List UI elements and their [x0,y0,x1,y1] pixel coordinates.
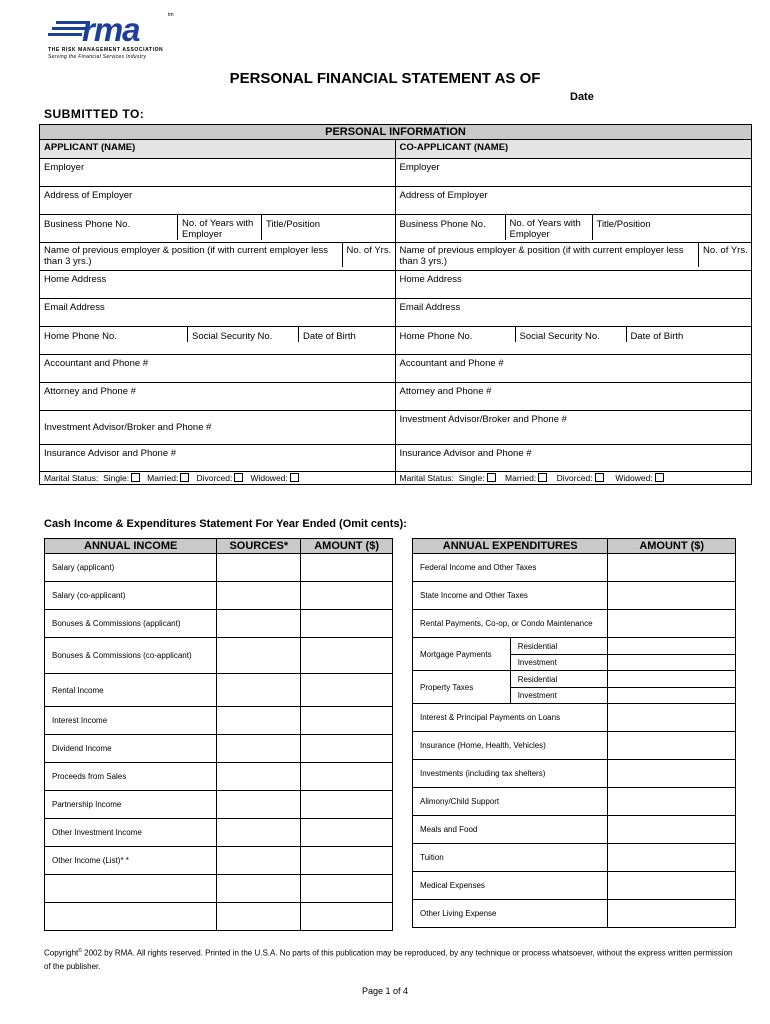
applicant-previous-years-field[interactable]: No. of Yrs. [346,245,392,256]
widowed-label: Widowed: [615,473,653,483]
applicant-dob-field[interactable]: Date of Birth [303,331,356,342]
loan-payments-label: Interest & Principal Payments on Loans [413,704,608,732]
income-row-label: Salary (applicant) [45,554,217,582]
coapplicant-employer-address-field[interactable]: Address of Employer [395,187,752,215]
applicant-investment-advisor-field[interactable]: Investment Advisor/Broker and Phone # [40,411,396,445]
annual-expenditures-table [412,538,736,928]
insurance-label: Insurance (Home, Health, Vehicles) [413,732,608,760]
alimony-amount-field[interactable] [608,788,736,816]
applicant-insurance-advisor-field[interactable]: Insurance Advisor and Phone # [40,445,396,472]
annual-income-header: ANNUAL INCOME [45,539,217,554]
income-source-field[interactable] [217,819,301,847]
applicant-email-field[interactable]: Email Address [40,299,396,327]
income-amount-field[interactable] [301,582,393,610]
coapplicant-home-address-field[interactable]: Home Address [395,271,752,299]
income-row-label: Dividend Income [45,735,217,763]
property-taxes-label: Property Taxes [413,671,511,704]
applicant-marital-status [40,472,396,485]
applicant-single-checkbox[interactable] [131,473,140,482]
property-residential-label: Residential [510,671,608,688]
income-source-field[interactable] [217,674,301,707]
income-source-field[interactable] [217,610,301,638]
income-row-label: Other Income (List)* * [45,847,217,875]
rental-payments-amount-field[interactable] [608,610,736,638]
investments-amount-field[interactable] [608,760,736,788]
alimony-label: Alimony/Child Support [413,788,608,816]
income-amount-header: AMOUNT ($) [301,539,393,554]
income-source-field[interactable] [217,735,301,763]
coapplicant-dob-field[interactable]: Date of Birth [630,331,684,342]
date-label: Date [570,91,594,103]
federal-taxes-label: Federal Income and Other Taxes [413,554,608,582]
coapplicant-investment-advisor-field[interactable]: Investment Advisor/Broker and Phone # [395,411,752,445]
copyright-word: Copyright [44,948,79,958]
income-amount-field[interactable] [301,707,393,735]
cash-statement-heading: Cash Income & Expenditures Statement For Year Ended (Omit cents): [44,518,407,530]
income-source-field[interactable] [217,638,301,674]
personal-information-heading: PERSONAL INFORMATION [40,125,752,140]
copyright-text: 2002 by RMA. All rights reserved. Printed in the U.S.A. No parts of this publication may be reproduced, by any technique or process whatsoever, without the express written permission of the publisher. [44,948,733,971]
applicant-title-position-field[interactable]: Title/Position [266,219,321,230]
applicant-attorney-field[interactable]: Attorney and Phone # [40,383,396,411]
income-amount-field[interactable] [301,735,393,763]
logo-subline: Serving the Financial Services Industry [48,54,147,60]
sources-header: SOURCES* [217,539,301,554]
expenditure-amount-header: AMOUNT ($) [608,539,736,554]
income-source-field[interactable] [217,847,301,875]
logo-wordmark: rma [82,11,140,48]
federal-taxes-amount-field[interactable] [608,554,736,582]
mortgage-payments-label: Mortgage Payments [413,638,511,671]
medical-amount-field[interactable] [608,872,736,900]
married-label: Married: [147,473,179,483]
logo-trademark: tm [168,12,174,18]
insurance-amount-field[interactable] [608,732,736,760]
income-row-label [45,903,217,931]
coapplicant-name-field[interactable]: CO-APPLICANT (NAME) [395,140,752,159]
single-label: Single: [458,473,485,483]
widowed-label: Widowed: [250,473,288,483]
income-row-label: Interest Income [45,707,217,735]
property-investment-label: Investment [510,688,608,704]
applicant-business-phone-field[interactable]: Business Phone No. [44,215,178,240]
applicant-home-phone-field[interactable]: Home Phone No. [44,327,188,342]
income-amount-field[interactable] [301,847,393,875]
income-row-label [45,875,217,903]
coapplicant-email-field[interactable]: Email Address [395,299,752,327]
income-row-label: Bonuses & Commissions (applicant) [45,610,217,638]
applicant-widowed-checkbox[interactable] [290,473,299,482]
applicant-employer-field[interactable]: Employer [40,159,396,187]
income-row-label: Bonuses & Commissions (co-applicant) [45,638,217,674]
tuition-amount-field[interactable] [608,844,736,872]
logo-tagline: THE RISK MANAGEMENT ASSOCIATION [48,47,164,53]
coapplicant-attorney-field[interactable]: Attorney and Phone # [395,383,752,411]
rma-logo [44,12,174,58]
page-number: Page 1 of 4 [361,986,409,996]
other-living-amount-field[interactable] [608,900,736,928]
applicant-name-field[interactable]: APPLICANT (NAME) [40,140,396,159]
page-title: PERSONAL FINANCIAL STATEMENT AS OF [229,70,541,87]
income-row-label: Other Investment Income [45,819,217,847]
coapplicant-previous-employer-field[interactable]: Name of previous employer & position (if with current employer less than 3 yrs.) [400,243,699,267]
marital-status-label: Marital Status: [399,473,454,483]
annual-expenditures-header: ANNUAL EXPENDITURES [413,539,608,554]
applicant-employer-address-field[interactable]: Address of Employer [40,187,396,215]
copyright-mark: © [78,948,82,954]
income-amount-field[interactable] [301,763,393,791]
coapplicant-title-position-field[interactable]: Title/Position [596,219,651,230]
coapplicant-employer-field[interactable]: Employer [395,159,752,187]
coapplicant-business-phone-field[interactable]: Business Phone No. [400,215,506,240]
income-row-label: Proceeds from Sales [45,763,217,791]
applicant-ssn-field[interactable]: Social Security No. [188,327,299,342]
other-living-label: Other Living Expense [413,900,608,928]
mortgage-residential-label: Residential [510,638,608,655]
rental-payments-label: Rental Payments, Co-op, or Condo Maintenance [413,610,608,638]
meals-amount-field[interactable] [608,816,736,844]
income-source-field[interactable] [217,791,301,819]
income-amount-field[interactable] [301,554,393,582]
applicant-years-with-employer-field[interactable]: No. of Years with Employer [178,215,262,240]
submitted-to-label: SUBMITTED TO: [44,107,145,121]
married-label: Married: [505,473,537,483]
tuition-label: Tuition [413,844,608,872]
coapplicant-ssn-field[interactable]: Social Security No. [515,327,626,342]
marital-status-label: Marital Status: [44,473,99,483]
income-row-label: Salary (co-applicant) [45,582,217,610]
income-source-field[interactable] [217,582,301,610]
coapplicant-previous-years-field[interactable]: No. of Yrs. [703,245,748,256]
coapplicant-accountant-field[interactable]: Accountant and Phone # [395,355,752,383]
income-amount-field[interactable] [301,875,393,903]
property-residential-amount-field[interactable] [608,671,736,688]
income-amount-field[interactable] [301,819,393,847]
medical-label: Medical Expenses [413,872,608,900]
annual-income-table [44,538,393,931]
property-investment-amount-field[interactable] [608,688,736,704]
divorced-label: Divorced: [556,473,593,483]
income-amount-field[interactable] [301,674,393,707]
coapplicant-years-with-employer-field[interactable]: No. of Years with Employer [505,215,592,240]
income-amount-field[interactable] [301,903,393,931]
income-source-field[interactable] [217,875,301,903]
investments-label: Investments (including tax shelters) [413,760,608,788]
state-taxes-amount-field[interactable] [608,582,736,610]
applicant-married-checkbox[interactable] [180,473,189,482]
coapplicant-single-checkbox[interactable] [487,473,496,482]
income-source-field[interactable] [217,707,301,735]
mortgage-investment-label: Investment [510,655,608,671]
mortgage-residential-amount-field[interactable] [608,638,736,655]
applicant-accountant-field[interactable]: Accountant and Phone # [40,355,396,383]
income-row-label: Rental Income [45,674,217,707]
divorced-label: Divorced: [196,473,233,483]
income-source-field[interactable] [217,903,301,931]
applicant-divorced-checkbox[interactable] [234,473,243,482]
coapplicant-marital-status [395,472,752,485]
coapplicant-home-phone-field[interactable]: Home Phone No. [400,327,516,342]
meals-label: Meals and Food [413,816,608,844]
income-source-field[interactable] [217,554,301,582]
coapplicant-widowed-checkbox[interactable] [655,473,664,482]
coapplicant-married-checkbox[interactable] [538,473,547,482]
state-taxes-label: State Income and Other Taxes [413,582,608,610]
coapplicant-divorced-checkbox[interactable] [595,473,604,482]
income-amount-field[interactable] [301,638,393,674]
income-row-label: Partnership Income [45,791,217,819]
income-source-field[interactable] [217,763,301,791]
income-amount-field[interactable] [301,791,393,819]
loan-payments-amount-field[interactable] [608,704,736,732]
personal-information-table [39,124,752,485]
income-rows [45,554,393,931]
applicant-previous-employer-field[interactable]: Name of previous employer & position (if with current employer less than 3 yrs.) [44,243,342,267]
income-amount-field[interactable] [301,610,393,638]
mortgage-investment-amount-field[interactable] [608,655,736,671]
coapplicant-insurance-advisor-field[interactable]: Insurance Advisor and Phone # [395,445,752,472]
applicant-home-address-field[interactable]: Home Address [40,271,396,299]
single-label: Single: [103,473,130,483]
copyright-notice [44,945,734,973]
